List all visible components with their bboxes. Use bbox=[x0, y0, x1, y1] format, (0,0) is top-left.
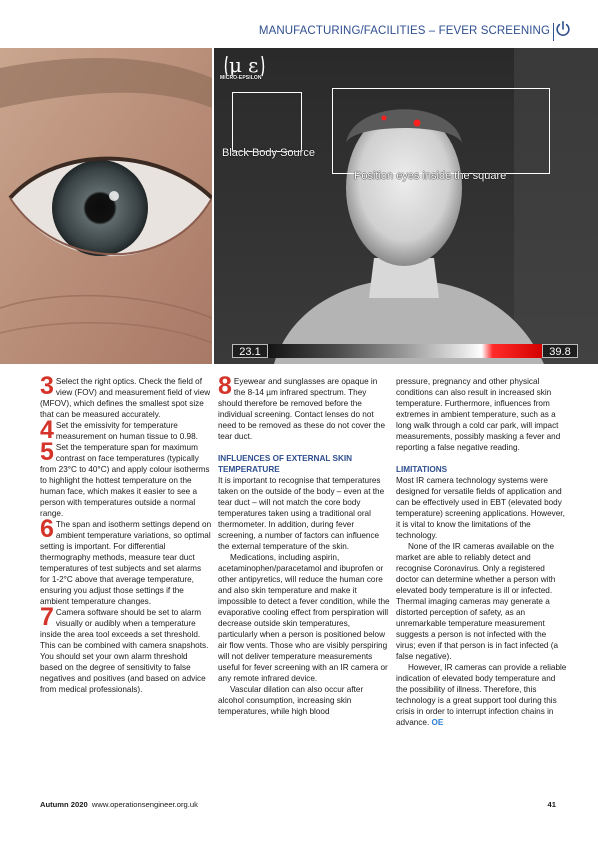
step-number: 3 bbox=[40, 372, 54, 400]
thermal-camera-image bbox=[214, 48, 598, 364]
section-heading: INFLUENCES OF EXTERNAL SKIN TEMPERATURE bbox=[218, 454, 353, 474]
svg-text:ε: ε bbox=[248, 53, 259, 77]
step-8: 8 Eyewear and sunglasses are opaque in the 8-14 µm infrared spectrum. They should therefore be removed before the individual screening. Contact lenses do not need to be removed as these do not cover the tear duct. bbox=[218, 372, 386, 441]
svg-text:µ: µ bbox=[229, 53, 242, 77]
scale-min-value: 23.1 bbox=[232, 344, 268, 358]
paragraph: None of the IR cameras available on the market are able to reliably detect and recognise Coronavirus. Only a registered doctor can determine whether a person with elevated body temperature is ill or infected. Thermal imaging cameras may generate a distorted perception of safety, as an unremarkable temperature measurement suggests a person is not infected with the virus; even if that person is in fact infected (a false negative). bbox=[396, 542, 559, 661]
paragraph: Most IR camera technology systems were designed for versatile fields of application and can be effectively used in EBT (elevated body temperature) screening applications. However, it is vital to know the limitations of the technology. bbox=[396, 476, 565, 540]
page-number: 41 bbox=[547, 800, 556, 809]
step-number: 6 bbox=[40, 515, 54, 543]
temperature-scale bbox=[232, 344, 578, 358]
black-body-source-box bbox=[232, 92, 302, 152]
text-column-3 bbox=[396, 376, 568, 728]
eye-closeup-photo bbox=[0, 48, 212, 364]
paragraph: Vascular dilation can also occur after alcohol consumption, increasing skin temperatures, while high blood bbox=[218, 685, 364, 716]
step-6: 6 The span and isotherm settings depend on ambient temperature variations, so optimal setting is important. For differential thermography methods, measure tear duct temperatures of test subjects and set alarms for 1-2°C above that average temperature, ensuring you adjust those settings if the ambient temperature changes. bbox=[40, 515, 212, 606]
step-number: 4 bbox=[40, 416, 54, 444]
text-column-2 bbox=[218, 372, 390, 717]
step-number: 8 bbox=[218, 372, 232, 400]
footer-issue: Autumn 2020 www.operationsengineer.org.uk bbox=[40, 800, 198, 809]
eye-position-box bbox=[332, 88, 550, 174]
step-number: 7 bbox=[40, 603, 54, 631]
footer-url: www.operationsengineer.org.uk bbox=[91, 800, 198, 809]
paragraph: pressure, pregnancy and other physical conditions can also result in increased skin temperature. Furthermore, influences from extremes in ambient temperature, such as a long walk through a cold car park, will impact measurements, possibly masking a fever and reporting a false negative reading. bbox=[396, 377, 561, 452]
paragraph: However, IR cameras can provide a reliable indication of elevated body temperature and the possibility of illness. Therefore, this technology is a great support tool during this crisis in order to interrupt infection chains in advance. OE bbox=[396, 663, 567, 727]
black-body-label: Black Body Source bbox=[222, 147, 315, 159]
step-number: 5 bbox=[40, 438, 54, 466]
step-4: 4 Set the emissivity for temperature measurement on human tissue to 0.98. bbox=[40, 416, 198, 444]
scale-max-value: 39.8 bbox=[542, 344, 578, 358]
step-7: 7 Camera software should be set to alarm visually or audibly when a temperature inside the area tool exceeds a set threshold. This can be combined with camera snapshots. You should set your own alarm threshold based on the degree of sensitivity to false negatives and positives (and based on advice from medical professionals). bbox=[40, 603, 209, 694]
paragraph: It is important to recognise that temperatures taken on the outside of the body – even at the tear duct – will not match the core body temperatures taken using a traditional oral thermometer. In addition, during fever screening, a number of factors can influence the external temperature of the skin. bbox=[218, 476, 385, 551]
section-title: MANUFACTURING/FACILITIES – FEVER SCREENING bbox=[258, 25, 550, 37]
text-column-1 bbox=[40, 372, 212, 695]
end-of-article-mark: OE bbox=[431, 718, 444, 727]
step-3: 3 Select the right optics. Check the field of view (FOV) and measurement field of view (MFOV), which defines the smallest spot size that can be measured accurately. bbox=[40, 372, 211, 419]
power-icon bbox=[554, 20, 572, 38]
paragraph: Medications, including aspirin, acetaminophen/paracetamol and ibuprofen or other antipyretics, will reduce the human core and also skin temperature and make it impossible to detect a fever condition, while the evaporative cooling effect from perspiration will decrease outside skin temperatures, particularly when a person is positioned below air flow vents. Those who are visibly perspiring will not deliver temperature measurements useful for fever screening with an IR camera or any remote infrared device. bbox=[218, 553, 390, 683]
scale-gradient bbox=[268, 344, 542, 358]
step-5: 5 Set the temperature span for maximum contrast on face temperatures (typically from 23°C to 40°C) and apply colour isotherms to highlight the hottest temperature on the human face, which makes it easier to see a person with temperatures outside a normal range. bbox=[40, 438, 210, 518]
section-heading: LIMITATIONS bbox=[396, 465, 448, 474]
position-label: Position eyes inside the square bbox=[354, 170, 507, 182]
logo-text: MICRO-EPSILON bbox=[220, 75, 262, 81]
